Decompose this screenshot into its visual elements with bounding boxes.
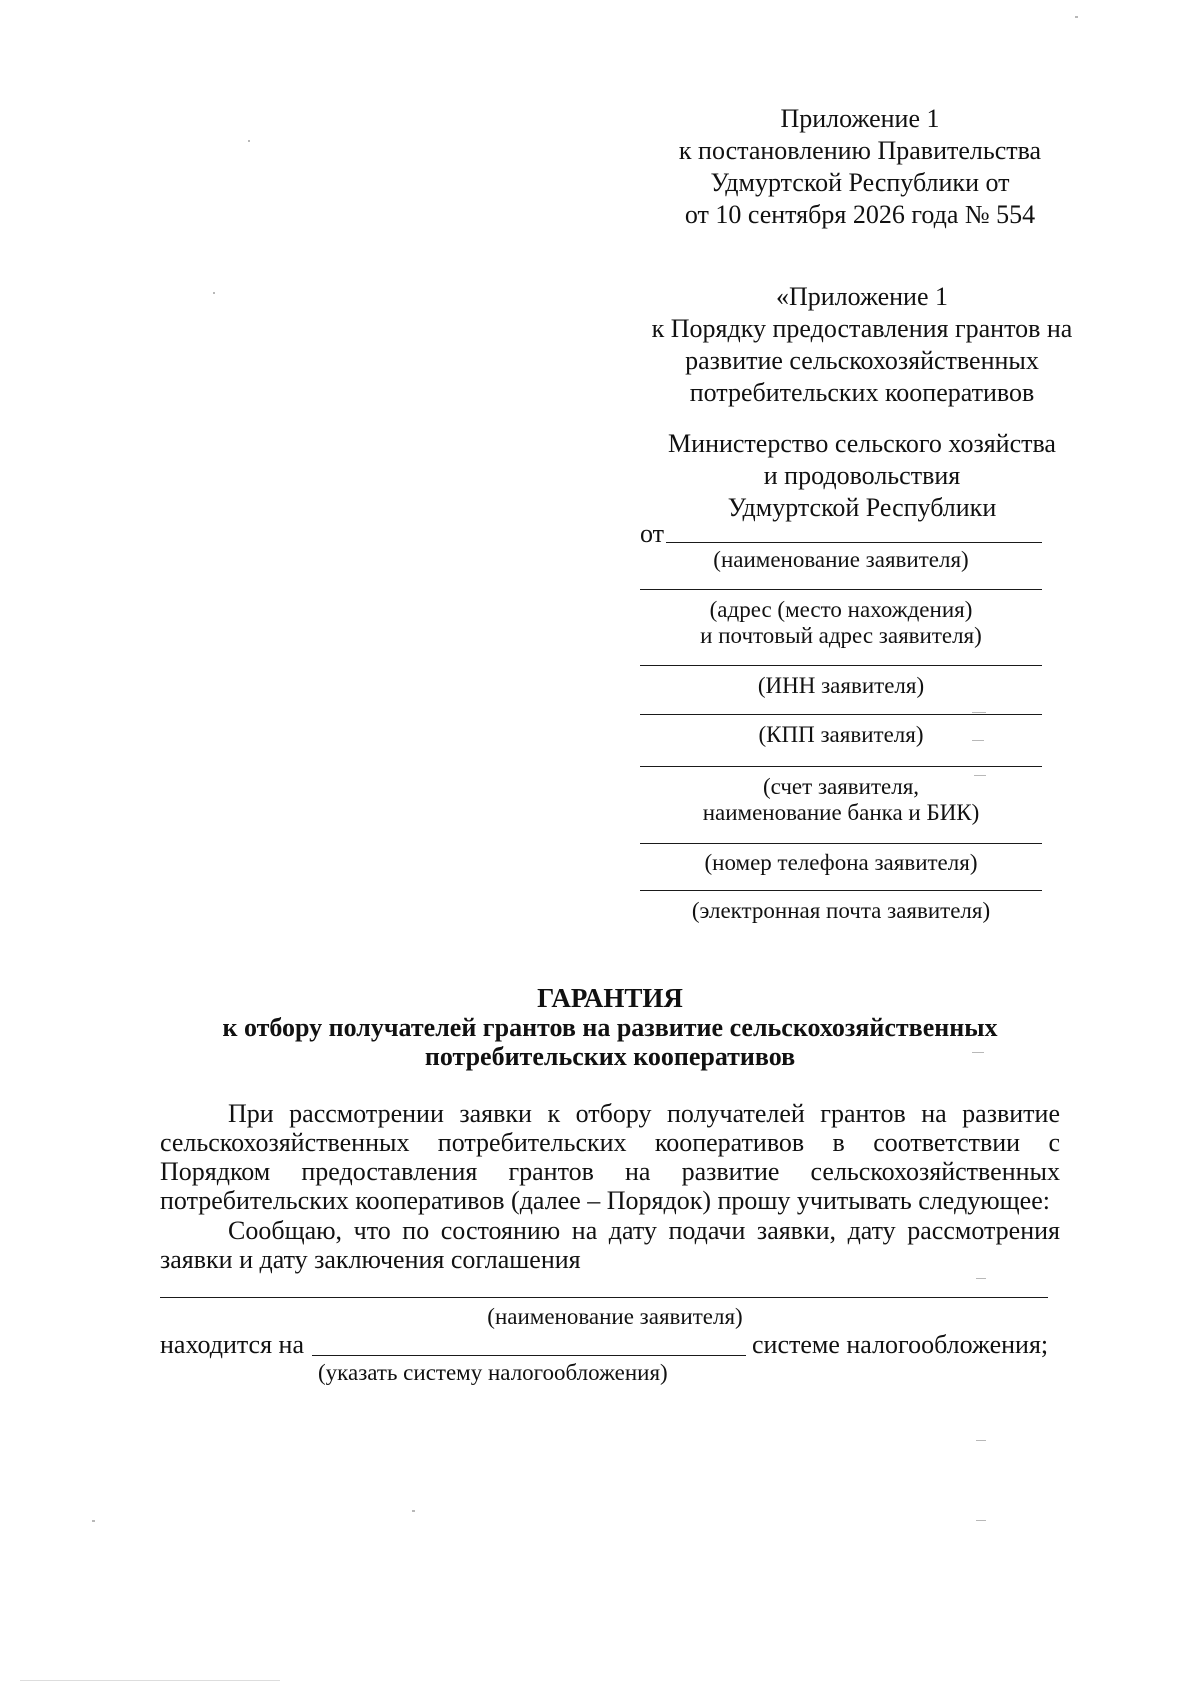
caption-account-2: наименование банка и БИК): [702, 800, 980, 825]
scan-speck: [248, 140, 250, 142]
applicant-name-line[interactable]: [666, 542, 1042, 543]
addressee-line-1: Министерство сельского хозяйства: [668, 429, 1056, 458]
caption-applicant-name-body: (наименование заявителя): [487, 1304, 743, 1329]
kpp-line[interactable]: [640, 714, 1042, 715]
scan-speck: [92, 1520, 95, 1522]
phone-line[interactable]: [640, 843, 1042, 844]
from-label: от: [640, 519, 665, 548]
appendix-block: [612, 281, 1112, 409]
caption-email: (электронная почта заявителя): [691, 898, 991, 923]
caption-account-1: (счет заявителя,: [762, 774, 920, 799]
address-line[interactable]: [640, 589, 1042, 590]
caption-kpp: (КПП заявителя): [758, 722, 924, 747]
appendix-line-2: к Порядку предоставления грантов на: [651, 314, 1073, 343]
addressee-block: [612, 428, 1112, 524]
caption-address-1: (адрес (место нахождения): [709, 597, 973, 622]
scan-speck: [412, 1510, 415, 1512]
caption-inn: (ИНН заявителя): [757, 673, 925, 698]
header-line-3: Удмуртской Республики от: [710, 168, 1010, 197]
applicant-name-full-line[interactable]: [160, 1297, 1048, 1298]
scan-speck: [213, 292, 215, 294]
scan-speck: [20, 1680, 280, 1681]
scan-speck: [974, 775, 986, 776]
paragraph-1-line-3: Порядком предоставления грантов на развитие сельскохозяйственных: [160, 1157, 1060, 1186]
caption-address-2: и почтовый адрес заявителя): [700, 623, 982, 648]
email-line[interactable]: [640, 890, 1042, 891]
header-line-4: от 10 сентября 2026 года № 554: [684, 200, 1036, 229]
header-line-1: Приложение 1: [780, 104, 940, 133]
addressee-line-3: Удмуртской Республики: [727, 493, 997, 522]
tax-suffix: системе налогообложения;: [752, 1330, 1049, 1359]
header-line-2: к постановлению Правительства: [678, 136, 1042, 165]
caption-tax-system: (указать систему налогообложения): [318, 1360, 668, 1385]
appendix-line-4: потребительских кооперативов: [689, 378, 1035, 407]
appendix-line-3: развитие сельскохозяйственных: [685, 346, 1039, 375]
paragraph-2-line-1: Сообщаю, что по состоянию на дату подачи заявки, дату рассмотрения: [228, 1216, 1060, 1245]
account-line[interactable]: [640, 766, 1042, 767]
paragraph-1-line-2: сельскохозяйственных потребительских кооперативов в соответствии с: [160, 1128, 1060, 1157]
paragraph-1-line-4: потребительских кооперативов (далее – Порядок) прошу учитывать следующее:: [160, 1186, 1050, 1215]
document-subtitle-2: потребительских кооперативов: [424, 1042, 796, 1071]
scan-speck: [976, 1520, 986, 1521]
tax-system-line[interactable]: [312, 1355, 746, 1356]
inn-line[interactable]: [640, 665, 1042, 666]
tax-prefix: находится на: [160, 1330, 304, 1359]
addressee-line-2: и продовольствия: [763, 461, 961, 490]
scan-speck: [972, 712, 986, 713]
document-subtitle-1: к отбору получателей грантов на развитие сельскохозяйственных: [222, 1013, 998, 1042]
paragraph-2-line-2: заявки и дату заключения соглашения: [160, 1245, 581, 1274]
scan-speck: [976, 1278, 986, 1279]
paragraph-1-line-1: При рассмотрении заявки к отбору получателей грантов на развитие: [228, 1099, 1060, 1128]
document-title: ГАРАНТИЯ: [537, 983, 683, 1013]
scan-speck: [972, 740, 984, 741]
caption-phone: (номер телефона заявителя): [704, 850, 978, 875]
header-block: [620, 103, 1100, 231]
scan-speck: [972, 1052, 984, 1053]
appendix-line-1: «Приложение 1: [775, 282, 949, 311]
scan-speck: [976, 1440, 986, 1441]
scan-speck: [1075, 16, 1078, 18]
caption-applicant-name: (наименование заявителя): [713, 547, 969, 572]
